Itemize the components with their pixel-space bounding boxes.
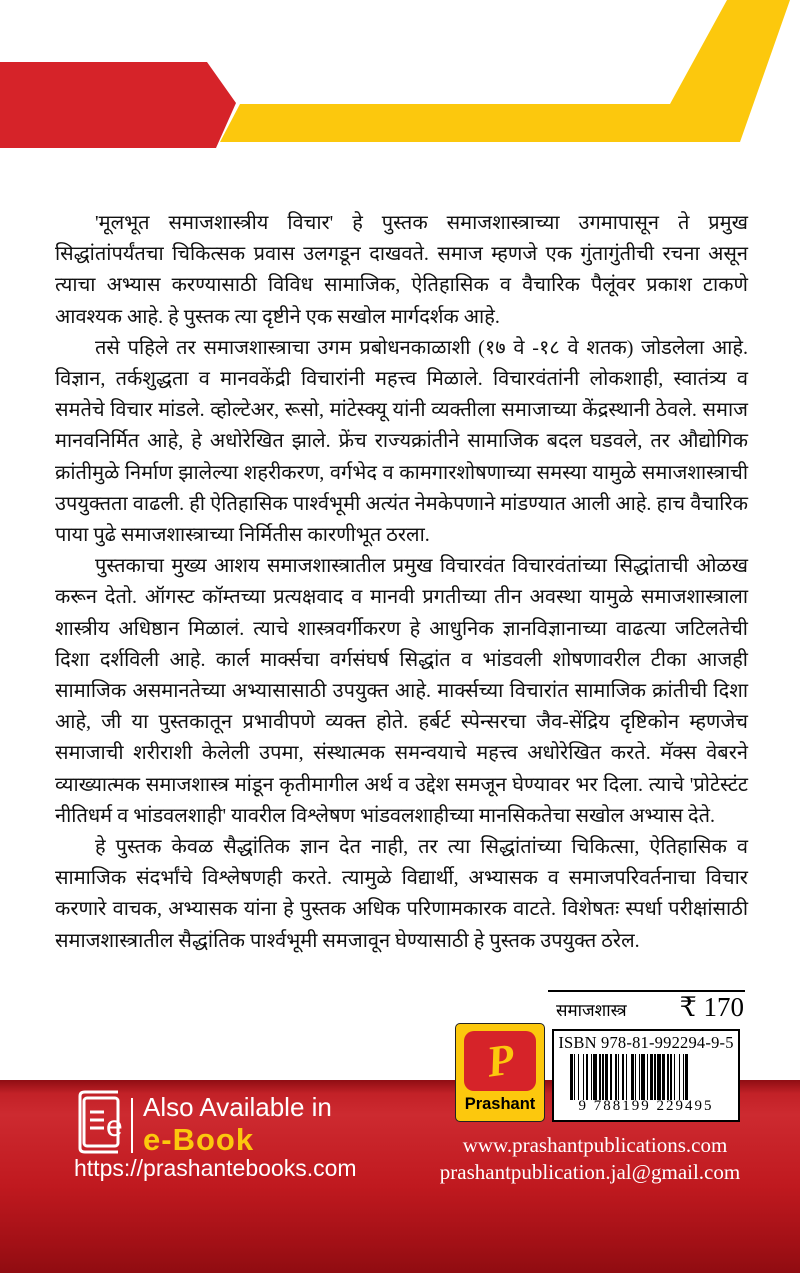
- publisher-monogram: P: [483, 1034, 517, 1087]
- ebook-promo-line2: e-Book: [143, 1122, 255, 1157]
- publisher-website: www.prashantpublications.com: [462, 1133, 728, 1157]
- blurb-paragraph: तसे पहिले तर समाजशास्त्राचा उगम प्रबोधनकाळाशी (१७ वे -१८ वे शतक) जोडलेला आहे. विज्ञान, तर्कशुद्धता व मानवकेंद्री विचारांनी महत्त्व मिळाले. विचारवंतांनी लोकशाही, स्वातंत्र्य व समतेचे विचार मांडले. व्होल्टेअर, रूसो, मांटेस्क्यू यांनी व्यक्तीला समाजाच्या केंद्रस्थानी ठेवले. समाज मानवनिर्मित आहे, हे अधोरेखित झाले. फ्रेंच राज्यक्रांतीने सामाजिक बदल घडवले, तर औद्योगिक क्रांतीमुळे निर्माण झालेल्या शहरीकरण, वर्गभेद व कामगारशोषणाच्या समस्या यामुळे समाजशास्त्राची उपयुक्तता वाढली. ही ऐतिहासिक पार्श्वभूमी अत्यंत नेमकेपणाने मांडण्यात आली आहे. हाच वैचारिक पाया पुढे समाजशास्त्राच्या निर्मितीस कारणीभूत ठरला.: [55, 336, 748, 547]
- barcode-bars: [570, 1054, 728, 1100]
- publisher-logo-mark: [464, 1031, 536, 1091]
- ebook-url: https://prashantebooks.com: [74, 1155, 357, 1181]
- ebook-promo-line1: Also Available in: [143, 1092, 332, 1122]
- vertical-divider: [131, 1098, 133, 1153]
- ebook-icon: [70, 1090, 128, 1154]
- price-label: ₹ 170: [679, 992, 744, 1022]
- red-arrow-band: [0, 62, 236, 148]
- header-decoration: [0, 0, 800, 170]
- blurb-paragraph: पुस्तकाचा मुख्य आशय समाजशास्त्रातील प्रमुख विचारवंत विचारवंतांच्या सिद्धांताची ओळख करून देतो. ऑगस्ट कॉम्तच्या प्रत्यक्षवाद व मानवी प्रगतीच्या तीन अवस्था यामुळे समाजशास्त्राला शास्त्रीय अधिष्ठान मिळालं. त्याचे शास्त्रवर्गीकरण हे आधुनिक ज्ञानविज्ञानाच्या वाढत्या जटिलतेची दिशा दर्शविली आहे. कार्ल मार्क्सचा वर्गसंघर्ष सिद्धांत व भांडवली शोषणावरील टीका आजही सामाजिक असमानतेच्या अभ्यासासाठी उपयुक्त आहे. मार्क्सच्या विचारांत सामाजिक क्रांतीची दिशा आहे, जी या पुस्तकातून प्रभावीपणे व्यक्त होते. हर्बर्ट स्पेन्सरचा जैव-सेंद्रिय दृष्टिकोन म्हणजेच समाजाची शरीराशी केलेली उपमा, संस्थात्मक समन्वयाचे महत्त्व अधोरेखित करते. मॅक्स वेबरने व्याख्यात्मक समाजशास्त्र मांडून कृतीमागील अर्थ व उद्देश समजून घेण्यावर भर दिला. त्याचे 'प्रोटेस्टंट नीतिधर्म व भांडवलशाही' यावरील विश्लेषण भांडवलशाहीच्या मानसिकतेचा सखोल अभ्यास देते.: [55, 555, 748, 827]
- publisher-email: prashantpublication.jal@gmail.com: [439, 1160, 741, 1184]
- blurb-paragraph: हे पुस्तक केवळ सैद्धांतिक ज्ञान देत नाही, तर त्या सिद्धांतांच्या चिकित्सा, ऐतिहासिक व सामाजिक संदर्भांचे विश्लेषणही करते. त्यामुळे विद्यार्थी, अभ्यासक व समाजपरिवर्तनाचा विचार करणारे वाचक, अभ्यासक यांना हे पुस्तक अधिक परिणामकारक वाटते. विशेषतः स्पर्धा परीक्षांसाठी समाजशास्त्रातील सैद्धांतिक पार्श्वभूमी समजावून घेण्यासाठी हे पुस्तक उपयुक्त ठरेल.: [55, 836, 748, 952]
- category-label: समाजशास्त्र: [556, 1001, 627, 1020]
- blurb-paragraph: 'मूलभूत समाजशास्त्रीय विचार' हे पुस्तक समाजशास्त्राच्या उगमापासून ते प्रमुख सिद्धांतांपर्यंतचा चिकित्सक प्रवास उलगडून दाखवते. समाज म्हणजे एक गुंतागुंतीची रचना असून त्याचा अभ्यास करण्यासाठी विविध सामाजिक, ऐतिहासिक व वैचारिक पैलूंवर प्रकाश टाकणे आवश्यक आहे. हे पुस्तक त्या दृष्टीने एक सखोल मार्गदर्शक आहे.: [55, 212, 748, 328]
- barcode-digits: 9 788199 229495: [578, 1098, 714, 1114]
- yellow-ribbon: [220, 0, 790, 142]
- svg-text:e: e: [106, 1110, 123, 1143]
- isbn-barcode-box: [552, 1029, 740, 1122]
- isbn-label: ISBN 978-81-992294-9-5: [558, 1033, 734, 1052]
- blurb-text: [55, 208, 748, 957]
- publisher-logo: [455, 1023, 545, 1122]
- publisher-name: Prashant: [464, 1095, 536, 1113]
